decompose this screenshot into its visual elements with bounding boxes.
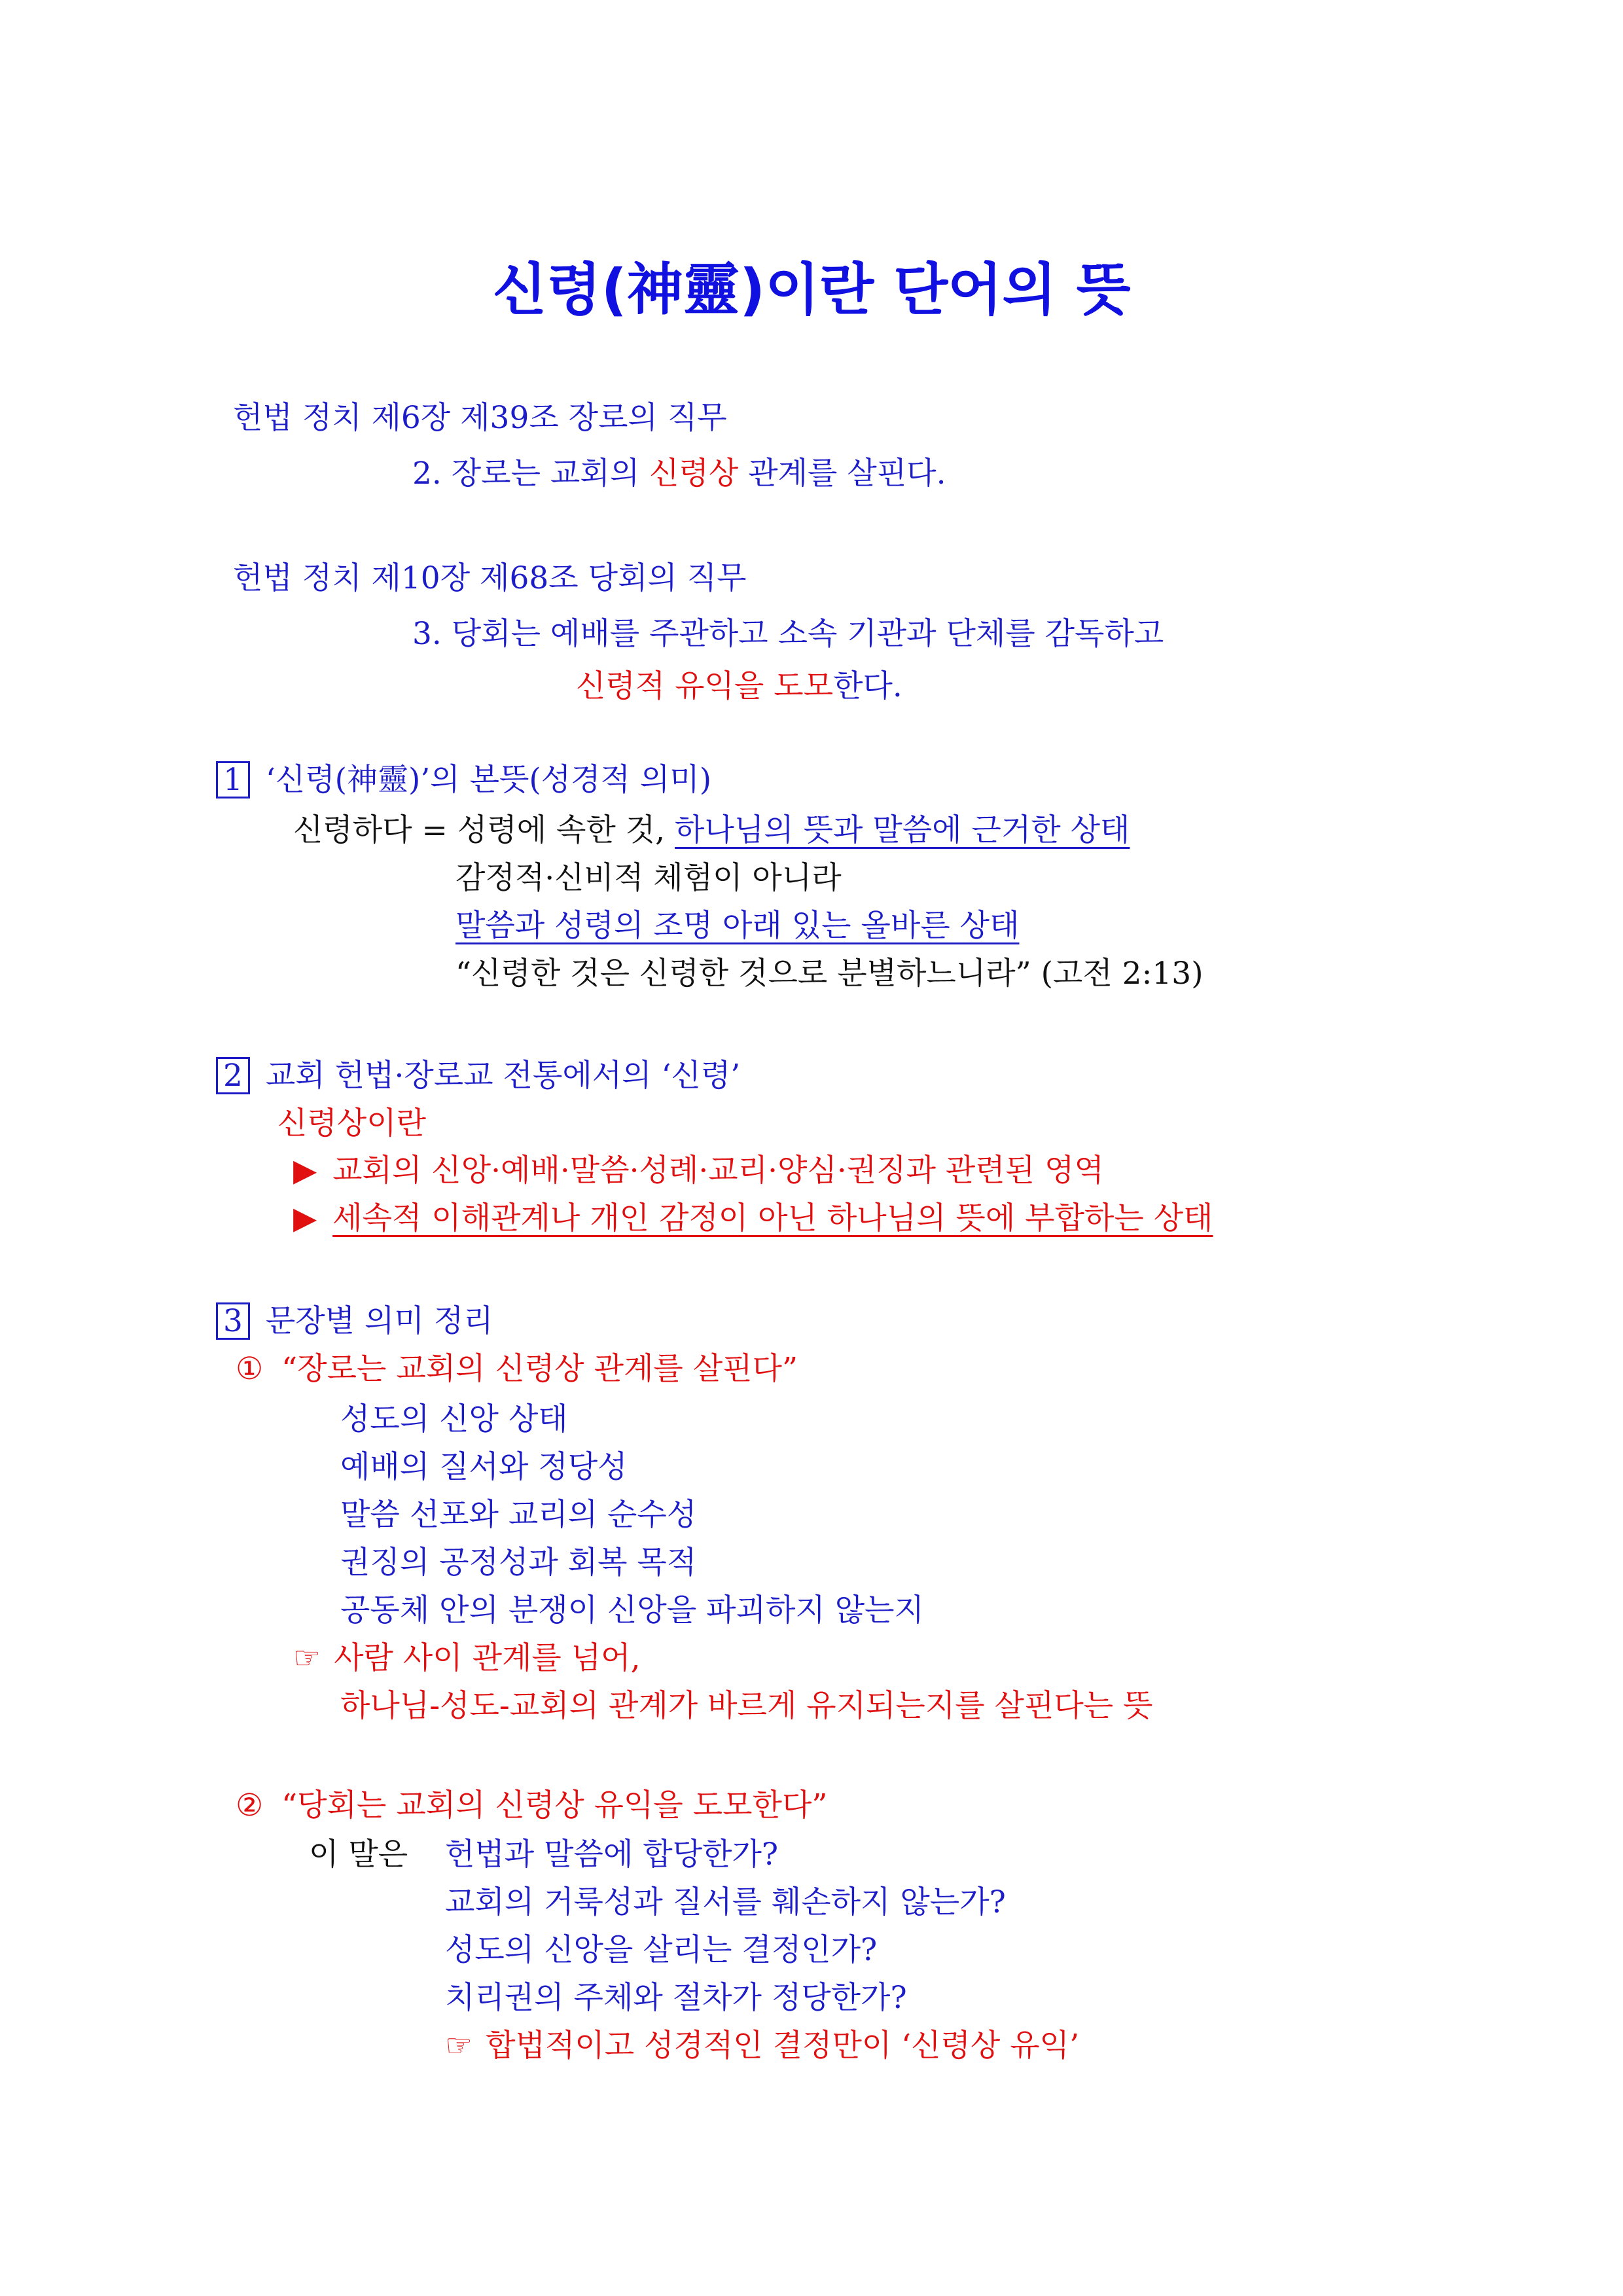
ref1-heading: 헌법 정치 제6장 제39조 장로의 직무 [233,400,727,436]
item1-note1-text: 사람 사이 관계를 넘어, [334,1640,641,1676]
item1-quote: “장로는 교회의 신령상 관계를 살핀다” [281,1351,798,1387]
ref1-line-red: 신령상 [649,456,739,492]
section1-number-box: 1 [216,761,250,798]
item1-line: 권징의 공정성과 회복 목적 [340,1545,697,1581]
section2-number-box: 2 [216,1057,250,1094]
ref2-line2-red: 신령적 유익을 도모 [576,668,834,704]
section1-line3: 말씀과 성령의 조명 아래 있는 올바른 상태 [455,908,1020,944]
item1-quote-line [236,1351,798,1387]
section2-heading-text: 교회 헌법·장로교 전통에서의 ‘신령’ [265,1058,741,1094]
item2-marker: ② [236,1787,264,1823]
item2-line: 성도의 신앙을 살리는 결정인가? [445,1932,878,1968]
section1-heading-text: ‘신령(神靈)’의 본뜻(성경적 의미) [265,762,712,798]
ref2-line2 [576,668,902,704]
section2-heading [216,1057,740,1094]
section1-def-pre: 신령하다 = 성령에 속한 것, [293,812,675,848]
ref2-line2-post: 한다. [833,668,902,704]
section1-line4: “신령한 것은 신령한 것으로 분별하느니라” (고전 2:13) [455,956,1204,992]
section2-bullet1 [293,1153,1104,1189]
item1-line: 공동체 안의 분쟁이 신앙을 파괴하지 않는지 [340,1592,924,1628]
item1-line: 예배의 질서와 정당성 [340,1449,628,1485]
ref1-line-pre: 2. 장로는 교회의 [412,456,650,492]
item2-conclusion-text: 합법적이고 성경적인 결정만이 ‘신령상 유익’ [486,2028,1080,2064]
ref1-line [412,456,946,492]
section2-bullet2 [293,1200,1213,1236]
item1-line: 말씀 선포와 교리의 순수성 [340,1497,697,1533]
section3-number-box: 3 [216,1302,250,1340]
item1-line: 성도의 신앙 상태 [340,1401,568,1437]
ref1-line-post: 관계를 살핀다. [738,456,946,492]
item2-quote: “당회는 교회의 신령상 유익을 도모한다” [281,1787,828,1823]
section2-sub: 신령상이란 [277,1105,427,1141]
section3-heading-text: 문장별 의미 정리 [265,1303,493,1339]
page-title: 신령(神靈)이란 단어의 뜻 [492,257,1131,323]
ref2-line1: 3. 당회는 예배를 주관하고 소속 기관과 단체를 감독하고 [412,616,1164,652]
section1-line2: 감정적·신비적 체험이 아니라 [455,860,842,896]
item2-conclusion [445,2028,1080,2064]
item2-line: 헌법과 말씀에 합당한가? [445,1837,779,1873]
item2-line: 치리권의 주체와 절차가 정당한가? [445,1980,907,2016]
triangle-bullet-icon: ▶ [293,1200,317,1236]
section1-definition [293,812,1130,848]
pointing-hand-icon: ☞ [445,2028,473,2064]
triangle-bullet-icon: ▶ [293,1153,317,1189]
section1-heading [216,761,711,798]
item2-lead: 이 말은 [309,1837,408,1873]
item1-note1 [293,1640,641,1676]
item2-quote-line [236,1787,828,1823]
section2-bullet1-text: 교회의 신앙·예배·말씀·성례·교리·양심·권징과 관련된 영역 [332,1153,1104,1189]
ref2-heading: 헌법 정치 제10장 제68조 당회의 직무 [233,560,747,596]
item2-line: 교회의 거룩성과 질서를 훼손하지 않는가? [445,1884,1006,1920]
section3-heading [216,1302,493,1340]
item1-marker: ① [236,1351,264,1387]
item1-note2: 하나님-성도-교회의 관계가 바르게 유지되는지를 살핀다는 뜻 [340,1688,1153,1724]
section2-bullet2-text: 세속적 이해관계나 개인 감정이 아닌 하나님의 뜻에 부합하는 상태 [332,1200,1213,1236]
pointing-hand-icon: ☞ [293,1640,321,1676]
section1-def-underlined: 하나님의 뜻과 말씀에 근거한 상태 [675,812,1130,848]
